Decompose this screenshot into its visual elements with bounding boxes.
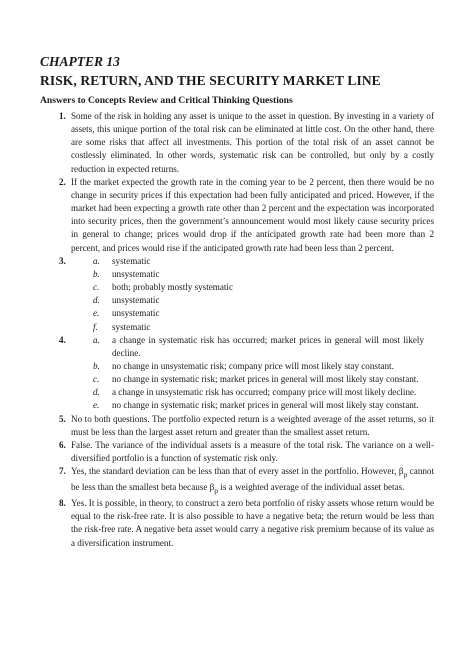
answer-number: 4. (59, 334, 66, 345)
answer-number: 3. (59, 255, 66, 266)
item-text: no change in unsystematic risk; company price will most likely stay constant. (112, 360, 394, 371)
answer-text: Yes. It is possible, in theory, to construct a zero beta portfolio of risky assets whose return would be equal to the risk-free rate. It is also possible to have a negative beta; the return would be less than the risk-free rate. A negative beta asset would carry a negative risk premium because of its value as a diversification instrument. (71, 498, 434, 548)
answer-4-item (40, 360, 434, 373)
chapter-title: RISK, RETURN, AND THE SECURITY MARKET LINE (40, 73, 381, 88)
item-text: unsystematic (112, 295, 160, 306)
item-letter: b. (93, 360, 100, 371)
answer-3 (40, 255, 434, 334)
item-text: no change in systematic risk; market prices in general will most likely stay constant. (112, 400, 419, 411)
beta-subscript: p (214, 486, 219, 495)
answer-3-item (40, 268, 434, 281)
answer-7 (40, 465, 434, 497)
item-text: unsystematic (112, 308, 160, 319)
answer-4-item (40, 399, 434, 412)
answer-4-item (40, 386, 434, 399)
beta-subscript: p (403, 470, 408, 480)
answer-3-item (40, 294, 434, 307)
item-letter: c. (93, 282, 100, 293)
answer-text-part: Yes, the standard deviation can be less than that of every asset in the portfolio. However, β (71, 466, 404, 477)
answer-4 (40, 334, 434, 413)
answer-number: 6. (59, 439, 66, 450)
answer-3-item (40, 307, 434, 320)
answer-4-item (40, 334, 434, 360)
answers-body (40, 110, 434, 550)
answer-8 (40, 497, 434, 550)
answer-text: No to both questions. The portfolio expected return is a weighted average of the asset returns, so it must be less than the largest asset return and greater than the smallest asset return. (71, 413, 434, 437)
answer-number: 7. (59, 466, 66, 477)
chapter-label: CHAPTER 13 (40, 54, 120, 69)
item-letter: d. (93, 295, 100, 306)
answer-number: 1. (59, 111, 66, 121)
item-letter: e. (93, 400, 100, 411)
item-letter: e. (93, 308, 100, 319)
answer-text: False. The variance of the individual assets is a measure of the total risk. The variance on a well-diversified portfolio is a function of systematic risk only. (71, 439, 434, 464)
answer-6 (40, 439, 434, 465)
item-letter: a. (93, 334, 100, 345)
item-letter: d. (93, 387, 100, 398)
item-text: both; probably mostly systematic (112, 282, 233, 293)
answer-number: 5. (59, 413, 66, 424)
item-letter: f. (93, 321, 98, 332)
item-text: a change in systematic risk has occurred; market prices in general will most likely decline. (112, 334, 424, 358)
answer-4-item (40, 373, 434, 386)
item-text: systematic (112, 321, 151, 332)
answer-text: If the market expected the growth rate in the coming year to be 2 percent, then there would be no change in security prices if this expectation had been fully anticipated and priced. However, if the market had been expecting a growth rate other than 2 percent and the expectation was incorporated into security prices, then the government’s announcement would most likely cause security prices in general to change; prices would drop if the anticipated growth rate had been more than 2 percent, and prices would rise if the anticipated growth rate had been less than 2 percent. (71, 176, 434, 253)
item-text: no change in systematic risk; market prices in general will most likely stay constant. (112, 374, 419, 385)
answer-2 (40, 176, 434, 255)
item-letter: b. (93, 268, 100, 279)
item-letter: c. (93, 374, 100, 385)
answer-number: 2. (59, 176, 66, 187)
answer-3-item (40, 321, 434, 334)
item-text: systematic (112, 255, 151, 266)
answer-number: 8. (59, 498, 66, 509)
answer-text-part: cannot be less than the smallest beta because β (71, 466, 434, 493)
answer-1 (40, 110, 434, 176)
answer-text-part: is a weighted average of the individual asset betas. (218, 482, 405, 493)
answer-3-item (40, 255, 434, 268)
answer-text: Some of the risk in holding any asset is unique to the asset in question. By investing in a variety of assets, this unique portion of the total risk can be eliminated at little cost. On the other hand, there are some risks that affect all investments. This portion of the total risk of an asset cannot be costlessly eliminated. In other words, systematic risk can be controlled, but only by a costly reduction in expected returns. (71, 111, 434, 174)
item-text: a change in unsystematic risk has occurred; company price will most likely decline. (112, 387, 417, 398)
item-text: unsystematic (112, 268, 160, 279)
item-letter: a. (93, 255, 100, 266)
answer-5 (40, 413, 434, 439)
answer-3-item (40, 281, 434, 294)
section-subtitle: Answers to Concepts Review and Critical Thinking Questions (40, 95, 293, 106)
